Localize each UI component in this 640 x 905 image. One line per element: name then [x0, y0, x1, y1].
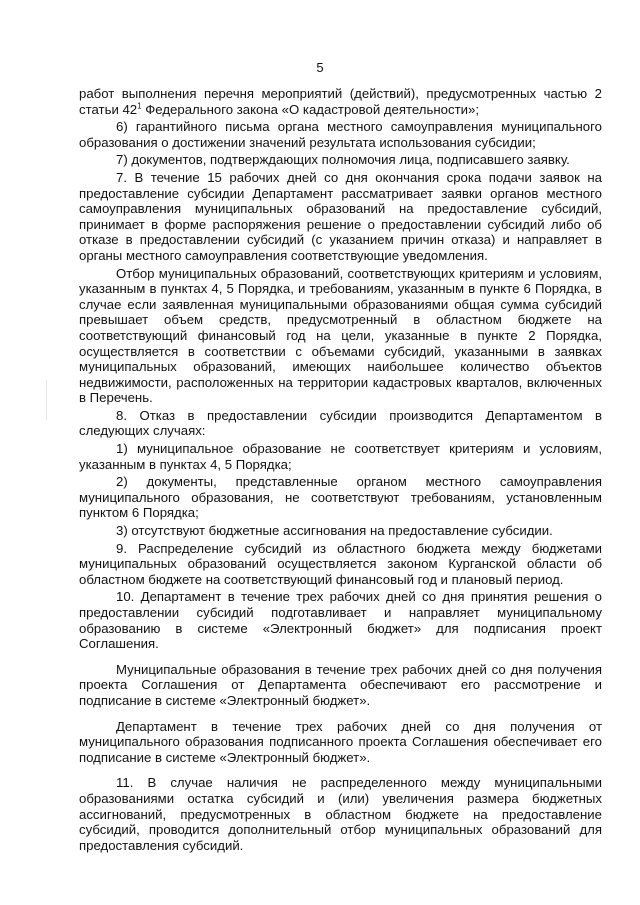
paragraph-clause-7: 7. В течение 15 рабочих дней со дня окончания срока подачи заявок на предоставление субсидии Департамент рассматривает заявки органов местного самоуправления муниципальных образований на предоставление субсидий, принимает в форме распоряжения решение о предоставлении субсидий либо об отказе в предоставлении субсидий (с указанием причин отказа) и направляет в органы местного самоуправления соответствующие уведомления.: [79, 169, 602, 263]
document-body: [79, 86, 602, 855]
paragraph-municipal-signing: Муниципальные образования в течение трех рабочих дней со дня получения проекта Соглашения от Департамента обеспечивают его рассмотрение и подписание в системе «Электронный бюджет».: [79, 661, 602, 708]
paragraph-department-signing: Департамент в течение трех рабочих дней со дня получения от муниципального образования подписанного проекта Соглашения обеспечивает его подписание в системе «Электронный бюджет».: [79, 718, 602, 765]
paragraph-item-6: 6) гарантийного письма органа местного самоуправления муниципального образования о достижении значений результата использования субсидии;: [79, 119, 602, 150]
paragraph-clause-10: 10. Департамент в течение трех рабочих дней со дня принятия решения о предоставлении субсидий подготавливает и направляет муниципальному образованию в системе «Электронный бюджет» для подписания проект Соглашения.: [79, 589, 602, 652]
paragraph-case-1: 1) муниципальное образование не соответствует критериям и условиям, указанным в пунктах 4, 5 Порядка;: [79, 441, 602, 472]
paragraph-item-7: 7) документов, подтверждающих полномочия лица, подписавшего заявку.: [116, 152, 570, 168]
margin-mark: [46, 380, 47, 420]
paragraph-continuation: работ выполнения перечня мероприятий (действий), предусмотренных частью 2 статьи $42^1$ Федерального закона «О кадастровой деятельности»;: [79, 86, 602, 117]
paragraph-clause-9: 9. Распределение субсидий из областного бюджета между бюджетами муниципальных образований осуществляется законом Курганской области об областном бюджете на соответствующий финансовый год и плановый период.: [79, 540, 602, 587]
paragraph-case-3: 3) отсутствуют бюджетные ассигнования на предоставление субсидии.: [116, 523, 553, 539]
superscript: 1: [137, 101, 142, 111]
page-number: 5: [316, 60, 324, 75]
paragraph-clause-11: 11. В случае наличия не распределенного между муниципальными образованиями остатка субсидий и (или) увеличения размера бюджетных ассигнований, предусмотренных в областном бюджете на предоставление субсидий, проводится дополнительный отбор муниципальных образований для предоставления субсидий.: [79, 775, 602, 853]
paragraph-clause-8: 8. Отказ в предоставлении субсидии производится Департаментом в следующих случаях:: [79, 407, 602, 439]
paragraph-selection: Отбор муниципальных образований, соответствующих критериям и условиям, указанным в пунктах 4, 5 Порядка, и требованиям, указанным в пункте 6 Порядка, в случае если заявленная муниципальными образованиями общая сумма субсидий превышает объем средств, предусмотренный в областном бюджете на соответствующий финансовый год на цели, указанные в пункте 2 Порядка, осуществляется в соответствии с объемами субсидий, указанными в заявках муниципальных образований, имеющих наибольшее количество объектов недвижимости, расположенных на территории кадастровых кварталов, включенных в Перечень.: [79, 265, 602, 406]
paragraph-case-2: 2) документы, представленные органом местного самоуправления муниципального образования, не соответствуют требованиям, установленным пунктом 6 Порядка;: [79, 474, 602, 521]
